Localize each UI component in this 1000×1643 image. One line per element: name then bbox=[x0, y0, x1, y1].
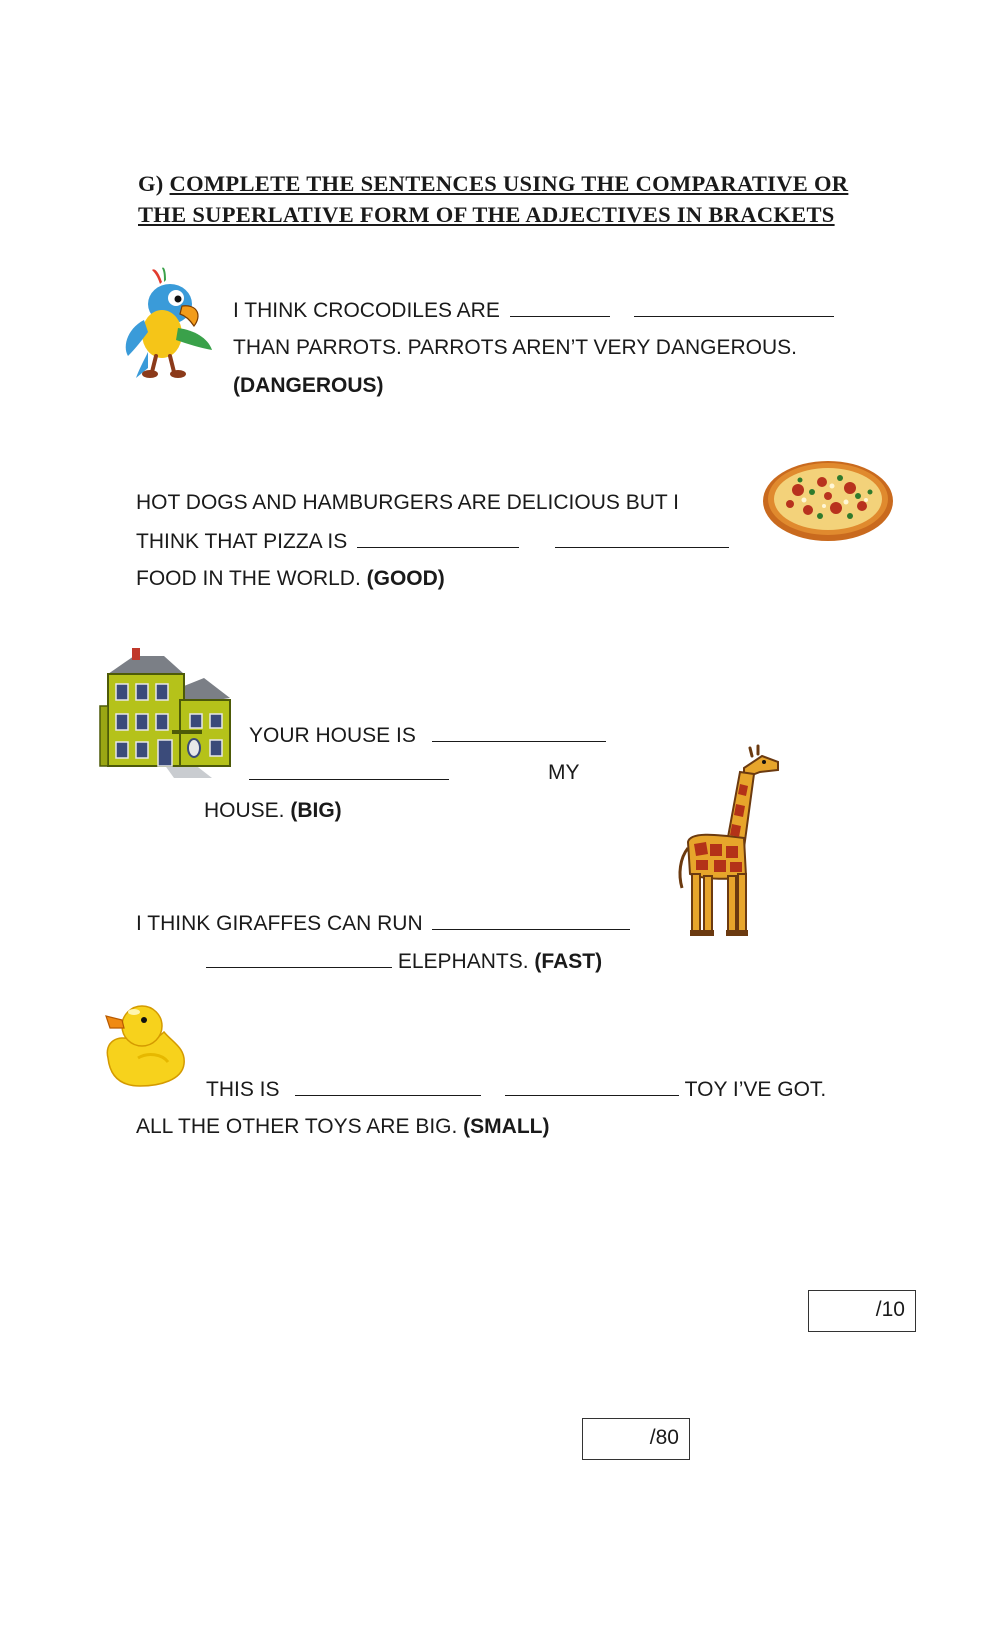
exercise-instructions: COMPLETE THE SENTENCES USING THE COMPARATIVE OR THE SUPERLATIVE FORM OF THE ADJECTIVES IN BRACKETS bbox=[138, 171, 849, 227]
ex5-blank-1[interactable] bbox=[295, 1076, 481, 1096]
ex2-line-3: FOOD IN THE WORLD. (GOOD) bbox=[136, 567, 445, 590]
rubber-duck-icon bbox=[98, 998, 190, 1088]
ex5-line-2: ALL THE OTHER TOYS ARE BIG. (SMALL) bbox=[136, 1115, 550, 1138]
ex5-blank-2[interactable] bbox=[505, 1076, 679, 1096]
ex1-line-1: I THINK CROCODILES ARE bbox=[233, 297, 834, 324]
ex3-blank-1[interactable] bbox=[432, 722, 606, 742]
exercise-title bbox=[138, 168, 858, 230]
ex5-line-1: THIS IS TOY I’VE GOT. bbox=[206, 1078, 827, 1101]
house-icon bbox=[94, 644, 236, 778]
total-score-box: /80 bbox=[582, 1418, 690, 1460]
pizza-icon bbox=[762, 456, 894, 542]
ex3-line-3: HOUSE. (BIG) bbox=[204, 799, 342, 822]
parrot-icon bbox=[118, 268, 218, 380]
ex3-line-1: YOUR HOUSE IS bbox=[249, 722, 606, 749]
ex3-line-2-word: MY bbox=[548, 761, 580, 784]
giraffe-icon bbox=[674, 748, 786, 938]
ex3-line-2 bbox=[249, 760, 449, 787]
ex1-blank-1[interactable] bbox=[510, 297, 610, 317]
ex1-blank-2[interactable] bbox=[634, 297, 834, 317]
exercise-letter: G) bbox=[138, 171, 164, 196]
section-score-box: /10 bbox=[808, 1290, 916, 1332]
ex3-blank-2[interactable] bbox=[249, 760, 449, 780]
ex1-hint: (DANGEROUS) bbox=[233, 374, 384, 397]
ex2-blank-1[interactable] bbox=[357, 528, 519, 548]
ex4-line-2: ELEPHANTS. (FAST) bbox=[206, 948, 602, 975]
ex2-line-1: HOT DOGS AND HAMBURGERS ARE DELICIOUS BUT I bbox=[136, 491, 679, 514]
ex4-blank-1[interactable] bbox=[432, 910, 630, 930]
ex2-blank-2[interactable] bbox=[555, 528, 729, 548]
ex2-line-2: THINK THAT PIZZA IS bbox=[136, 528, 729, 555]
ex4-blank-2[interactable] bbox=[206, 948, 392, 968]
ex1-line-2: THAN PARROTS. PARROTS AREN’T VERY DANGEROUS. bbox=[233, 336, 797, 359]
ex4-line-1: I THINK GIRAFFES CAN RUN bbox=[136, 910, 630, 937]
